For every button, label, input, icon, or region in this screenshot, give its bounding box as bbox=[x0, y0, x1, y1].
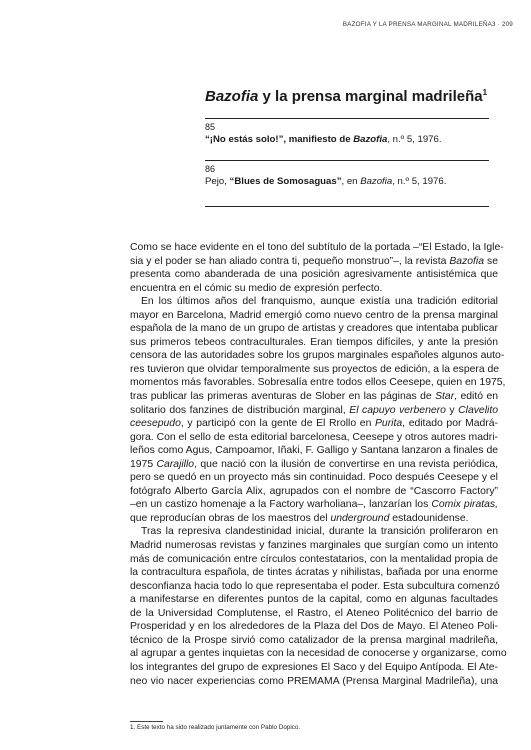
text-run: neo vio nacer experiencias como PREMAMA (Prensa Marginal Madrileña), una bbox=[130, 675, 498, 687]
text-run: res tuvieron que olvidar temporalmente sus proyectos de edición, a la espera de bbox=[130, 363, 500, 375]
text-run: mayor en Barcelona, Madrid emergió como nuevo centro de la prensa marginal bbox=[130, 309, 498, 321]
text-run: más de comunicación entre círculos contestatarios, con la mentalidad propia de bbox=[130, 553, 498, 565]
text-run: a manifestarse en diferentes puntos de la capital, como en algunas facultades bbox=[130, 594, 498, 606]
text-run: censora de las autoridades sobre los grupos marginales españoles algunos auto- bbox=[130, 350, 505, 362]
page-title bbox=[205, 88, 487, 105]
figure-reference-86 bbox=[205, 160, 489, 188]
text-run: se bbox=[484, 255, 498, 267]
text-run: Purita bbox=[375, 418, 403, 430]
divider bbox=[205, 160, 489, 161]
text-run: , n.º 5, 1976. bbox=[392, 176, 447, 187]
text-run: gora. Con el sello de esta editorial barcelonesa, Ceesepe y otros autores madri- bbox=[130, 431, 498, 443]
text-run: los integrantes del grupo de expresiones El Saco y del Equipo Antípoda. El Ate- bbox=[130, 661, 498, 673]
text-run: solitario dos fanzines de distribución marginal, bbox=[130, 404, 350, 416]
text-run: fotógrafo Alberto García Alix, agrupados con el nombre de “Cascorro Factory” bbox=[130, 485, 498, 497]
text-run: Bazofia bbox=[353, 134, 388, 145]
text-run: al agrupar a gentes inquietas con la necesidad de conocerse y organizarse, como bbox=[130, 648, 507, 660]
text-run: underground bbox=[330, 512, 390, 524]
text-run: Carajillo bbox=[156, 458, 195, 470]
text-run: sus primeros tebeos contraculturales. Eran tiempos difíciles, y ante la presión bbox=[130, 336, 498, 348]
text-line bbox=[130, 390, 498, 404]
text-line bbox=[130, 417, 498, 431]
text-line bbox=[130, 444, 498, 458]
text-line bbox=[130, 580, 498, 594]
title-footnote-marker: 1 bbox=[482, 88, 488, 97]
text-line bbox=[130, 268, 498, 282]
footnote: 1. Este texto ha sido realizado juntamente con Pablo Dopico. bbox=[130, 724, 301, 731]
text-line bbox=[130, 471, 498, 485]
figure-number: 85 bbox=[205, 122, 216, 132]
text-run: Clavelito bbox=[458, 404, 498, 416]
text-line bbox=[130, 607, 498, 621]
divider bbox=[205, 206, 489, 207]
text-line bbox=[130, 512, 498, 526]
footnote-divider bbox=[130, 721, 163, 722]
text-line bbox=[130, 309, 498, 323]
text-run: , n.º 5, 1976. bbox=[387, 134, 442, 145]
text-line bbox=[130, 647, 507, 661]
text-line bbox=[130, 485, 498, 499]
text-run: En los últimos años del franquismo, aunque existía una tradición editorial bbox=[141, 296, 498, 308]
title-rest: y la prensa marginal madrileña bbox=[258, 88, 483, 105]
text-run: estadounidense. bbox=[389, 512, 469, 524]
text-run: 1975 bbox=[130, 458, 157, 470]
text-run: , y participó con la gente de El Rrollo en bbox=[180, 418, 375, 430]
text-line bbox=[130, 282, 498, 296]
text-line bbox=[130, 498, 498, 512]
text-line bbox=[130, 349, 505, 363]
figure-caption bbox=[205, 134, 489, 146]
text-line bbox=[130, 255, 498, 269]
text-line bbox=[130, 553, 498, 567]
text-run: la contracultura española, de tintes ácratas y nihilistas, bañada por una enorme bbox=[130, 567, 498, 579]
text-run: encuentra en el cómic su medio de expresión perfecto. bbox=[130, 282, 383, 294]
text-line bbox=[130, 295, 498, 309]
text-run: pero se quedó en un proyecto más sin continuidad. Poco después Ceesepe y el bbox=[130, 472, 498, 484]
text-run: Star bbox=[435, 391, 455, 403]
text-run: Tras la represiva clandestinidad inicial, durante la transición proliferaron en bbox=[141, 526, 498, 538]
text-line bbox=[130, 458, 498, 472]
text-run: Como se hace evidente en el tono del subtítulo de la portada –“El Estado, la Igle- bbox=[130, 242, 504, 253]
text-run: Prosperidad y en los alrededores de la Plaza del Dos de Mayo. El Ateneo Poli- bbox=[130, 621, 498, 633]
text-line bbox=[130, 336, 498, 350]
text-run: “Blues de Somosaguas” bbox=[229, 176, 342, 187]
text-run: que reproducían obras de los maestros del bbox=[130, 512, 331, 524]
text-run: “¡No estás solo!”, manifiesto de bbox=[205, 134, 354, 145]
text-run: Pejo, bbox=[205, 176, 230, 187]
text-run: tras publicar las primeras aventuras de Slober en las páginas de bbox=[130, 391, 436, 403]
text-line bbox=[130, 404, 498, 418]
text-run: Bazofia bbox=[360, 176, 393, 187]
text-line bbox=[130, 566, 498, 580]
text-run: leños como Agus, Campoamor, Iñaki, F. Galligo y Santana lanzaron a finales de bbox=[130, 445, 498, 457]
text-line bbox=[130, 363, 498, 377]
text-run: Madrid numerosas revistas y fanzines marginales que surgían como un intento bbox=[130, 540, 498, 552]
title-italic: Bazofia bbox=[205, 88, 259, 105]
text-run: sia y el poder se han aliado contra ti, pequeño monstruo”–, la revista bbox=[130, 255, 450, 267]
text-line bbox=[130, 241, 504, 255]
text-run: desconfianza hacia todo lo que representaba el poder. Esta subcultura comenzó bbox=[130, 580, 500, 592]
text-line bbox=[130, 525, 498, 539]
text-line bbox=[130, 620, 498, 634]
figure-caption bbox=[205, 176, 489, 188]
text-run: y bbox=[445, 404, 459, 416]
text-run: El capuyo verbenero bbox=[349, 404, 446, 416]
text-line bbox=[130, 322, 498, 336]
text-run: momentos más favorables. Sobresalía entre todos ellos Ceesepe, quien en 1975, bbox=[130, 377, 506, 389]
text-line bbox=[130, 675, 498, 689]
text-line bbox=[130, 661, 498, 675]
text-run: , que nació con la ilusión de convertirse en una revista periódica, bbox=[194, 458, 498, 470]
text-line bbox=[130, 431, 498, 445]
text-run: –en un castizo homenaje a la Factory warholiana–, lanzarían los bbox=[130, 499, 432, 511]
text-run: , en bbox=[341, 176, 361, 187]
text-run: Comix piratas, bbox=[431, 499, 498, 511]
text-run: técnico de la Prospe sirvió como catalizador de la prensa marginal madrileña, bbox=[130, 634, 498, 646]
figure-reference-85 bbox=[205, 118, 489, 146]
running-header: BAZOFIA Y LA PRENSA MARGINAL MADRILEÑA3 · 209 bbox=[342, 21, 513, 28]
body-text bbox=[130, 241, 507, 688]
text-line bbox=[130, 539, 498, 553]
text-run: española de la mano de un grupo de artistas y creadores que intentaba publicar bbox=[130, 323, 498, 335]
text-run: de la Universidad Complutense, el Rastro, el Ateneo Politécnico del barrio de bbox=[130, 607, 498, 619]
text-run: presenta como abanderada de una posición agresivamente antisistémica que bbox=[130, 269, 498, 281]
text-line bbox=[130, 593, 498, 607]
text-run: , editó en bbox=[454, 391, 498, 403]
text-line bbox=[130, 376, 506, 390]
divider bbox=[205, 118, 489, 119]
figure-number: 86 bbox=[205, 164, 216, 174]
text-run: Bazofia bbox=[449, 255, 485, 267]
text-line bbox=[130, 634, 498, 648]
text-run: , editado por Madrá- bbox=[402, 418, 498, 430]
text-run: ceesepudo bbox=[130, 418, 181, 430]
